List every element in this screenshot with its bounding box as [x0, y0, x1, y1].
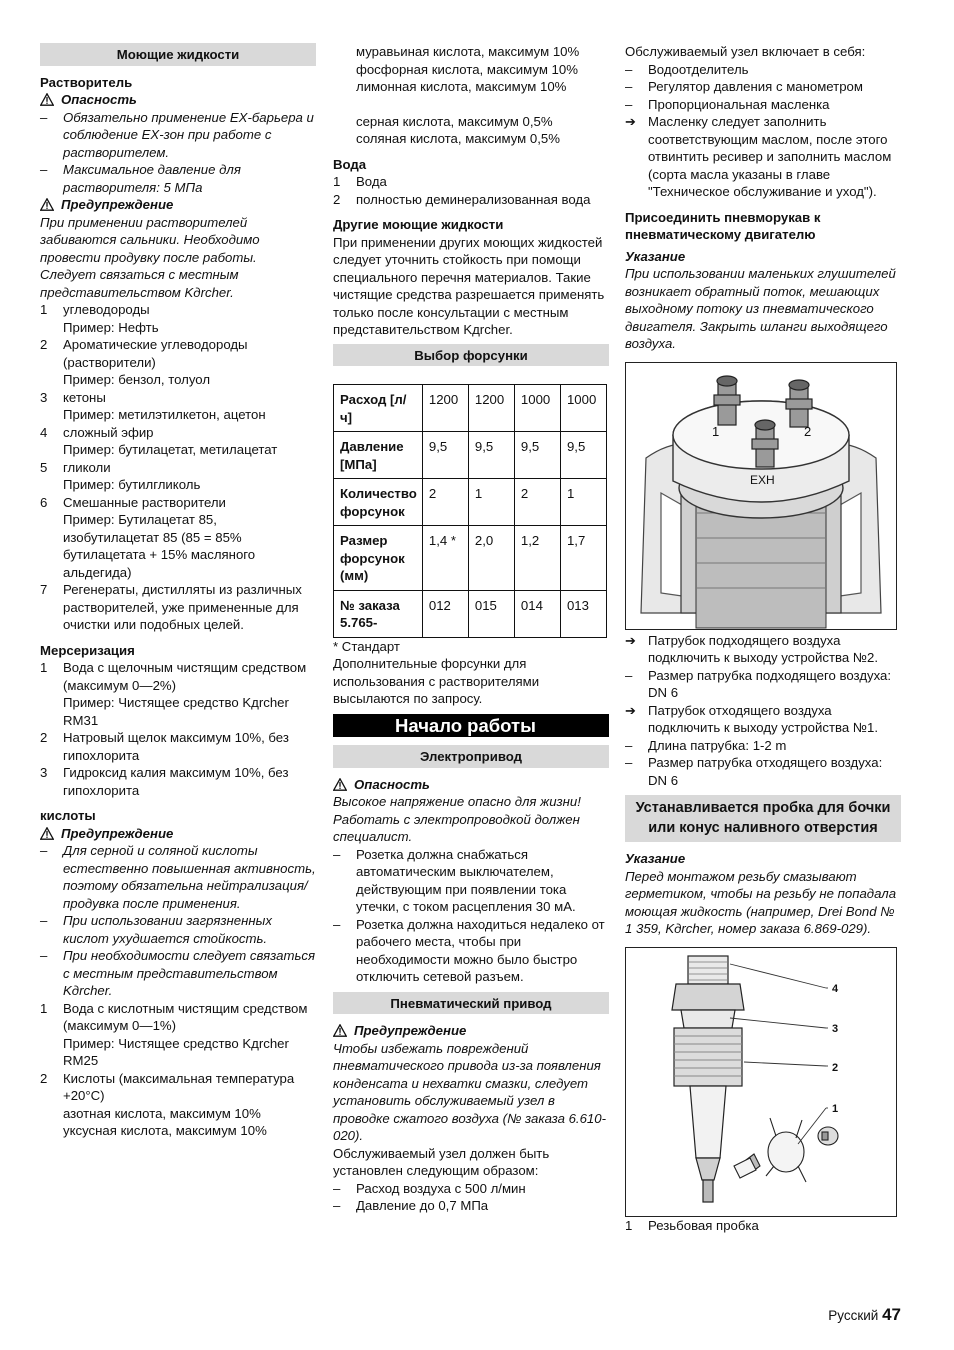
warning-triangle-icon: [333, 1024, 347, 1037]
list-item: 1 Вода: [333, 174, 387, 189]
table-row: Размер форсунок (мм) 1,4 * 2,0 1,2 1,7: [334, 526, 607, 591]
solvent-title: Растворитель: [40, 74, 133, 90]
list-item: 1 Вода с кислотным чистящим средством (максимум 0—1%) Пример: Чистящее средство Kдrcher RM25: [40, 1000, 308, 1068]
list-item: 2 полностью деминерализованная вода: [333, 191, 591, 207]
list-item: – Размер патрубка отходящего воздуха: DN 6: [625, 755, 883, 788]
list-item: 2 Натровый щелок максимум 10%, без гипохлорита: [40, 730, 289, 763]
list-item: – Максимальное давление для растворителя: 5 МПа: [40, 162, 241, 195]
list-item: – Водоотделитель: [625, 61, 749, 77]
warning-note: Предупреждение: [40, 196, 316, 214]
list-item: – Обязательно применение EX-барьера и соблюдение EX-зон при работе с растворителем.: [40, 109, 314, 160]
section-header-electric: Электропривод: [333, 745, 609, 768]
section-header-pneumatic: Пневматический привод: [333, 992, 609, 1015]
part-label: 4: [832, 982, 839, 995]
list-item: – Розетка должна снабжаться автоматическим выключателем, действующим при появлении тока утечки, с током расцепления 30 мА.: [333, 846, 576, 914]
list-item: – Размер патрубка подходящего воздуха: DN 6: [625, 667, 892, 700]
list-item: ➔ Патрубок отходящего воздуха подключить к выходу устройства №1.: [625, 702, 879, 735]
list-item: ➔ Патрубок подходящего воздуха подключить к выходу устройства №2.: [625, 632, 879, 665]
list-item: 2 Ароматические углеводороды (растворители) Пример: бензол, толуол: [40, 337, 248, 387]
pneumatic-text: Обслуживаемый узел должен быть установлен следующим образом:: [333, 1145, 550, 1178]
page-number: 47: [882, 1305, 901, 1324]
table-row: Давление [МПа] 9,5 9,5 9,5 9,5: [334, 432, 607, 479]
section-header-nozzle: Выбор форсунки: [333, 344, 609, 367]
page-footer: [828, 1306, 901, 1325]
warning-triangle-icon: [333, 778, 347, 791]
warning-triangle-icon: [40, 198, 54, 211]
list-item: – Длина патрубка: 1-2 m: [625, 737, 787, 753]
list-item: – Давление до 0,7 МПа: [333, 1198, 489, 1213]
table-footnote: * Стандарт: [333, 638, 400, 654]
danger-note: Опасность: [333, 776, 609, 794]
list-item: – Регулятор давления с манометром: [625, 79, 863, 94]
list-item: 1 углеводороды Пример: Нефть: [40, 302, 159, 335]
warning-triangle-icon: [40, 827, 54, 840]
note-text: Перед монтажом резьбу смазывают герметиком, чтобы на резьбу не попадала моющая жидкость (например, Drei Bond № 1 359, Kдrcher, номер заказа 6.869-029).: [625, 868, 897, 936]
list-item: 7 Регенераты, дистилляты из различных растворителей, уже примененные для очистки или подобных целей.: [40, 582, 302, 632]
part-label: 3: [832, 1022, 839, 1035]
nozzle-table: [333, 384, 607, 638]
hose-title: Присоединить пневморукав к пневматическому двигателю: [625, 209, 821, 242]
chapter-title: Начало работы: [333, 714, 609, 738]
column-1: [40, 43, 316, 1140]
note-text: При использовании маленьких глушителей возникает обратный поток, мешающих выходному потоку из пневматического двигателя. Закрыть шланги выходящего воздуха.: [625, 266, 896, 351]
part-label: 1: [832, 1102, 839, 1115]
arrow-right-icon: ➔: [625, 114, 637, 129]
danger-note: [40, 91, 316, 109]
list-item: – При необходимости следует связаться с местным представительством Kдrcher.: [40, 948, 316, 998]
part-label: 2: [832, 1061, 839, 1074]
table-row: Расход [л/ч] 1200 1200 1000 1000: [334, 385, 607, 432]
list-item: 3 Гидроксид калия максимум 10%, без гипохлорита: [40, 765, 289, 798]
warning-triangle-icon: [40, 93, 54, 106]
motor-illustration: [626, 363, 896, 629]
list-item: 1 Вода с щелочным чистящим средством (максимум 0—2%) Пример: Чистящее средство Kдrcher RM31: [40, 660, 307, 728]
warning-text: Чтобы избежать повреждений пневматического привода из-за появления конденсата и нехватки смазки, следует установить обслуживаемый узел в проводке сжатого воздуха (№ заказа 6.610-020).: [333, 1040, 606, 1143]
arrow-right-icon: ➔: [625, 632, 637, 648]
arrow-right-icon: ➔: [625, 702, 637, 718]
list-item: 2 Кислоты (максимальная температура +20°C) азотная кислота, максимум 10% уксусная кислота, максимум 10%: [40, 1070, 295, 1138]
section-header-cleaning-fluids: Моющие жидкости: [40, 43, 316, 66]
danger-label: Опасность: [61, 92, 137, 107]
mercerization-title: Мерсеризация: [40, 642, 135, 658]
table-row: № заказа 5.765- 012 015 014 013: [334, 590, 607, 637]
other-fluids-title: Другие моющие жидкости: [333, 217, 504, 232]
list-item: ➔ Масленку следует заполнить соответствующим маслом, после этого отвинтить ресивер и заполнить маслом (сорта масла указаны в главе "Техническое обслуживание и уход").: [625, 114, 892, 199]
acids-title: кислоты: [40, 808, 96, 823]
note-label: Указание: [625, 248, 686, 264]
connection-list: [625, 632, 901, 790]
list-item: 6 Смешанные растворители Пример: Бутилацетат 85, изобутилацетат 85 (85 = 85% бутилацетата + 15% масляного альдегида): [40, 494, 256, 580]
other-fluids-text: При применении других моющих жидкостей следует уточнить стойкость при помощи специального перечня материалов. Такие чистящие средства разрешается применять только после консультации с местным представительством Kдrcher.: [333, 234, 605, 337]
warning-text: При применении растворителей забиваются сальники. Необходимо провести продувку после работы. Следует связаться с местным представительством Kдrcher.: [40, 214, 260, 300]
section-header-plug: Устанавливается пробка для бочки или конус наливного отверстия: [625, 795, 901, 842]
list-item: – Расход воздуха с 500 л/мин: [333, 1180, 526, 1196]
danger-text: Высокое напряжение опасно для жизни! Работать с электропроводкой должен специалист.: [333, 794, 581, 844]
acid-list-continued: муравьиная кислота, максимум 10% фосфорная кислота, максимум 10% лимонная кислота, максимум 10% серная кислота, максимум 0,5% соляная кислота, максимум 0,5%: [356, 44, 580, 146]
column-3: [625, 43, 901, 1234]
warning-note: Предупреждение: [333, 1022, 609, 1040]
threaded-plug-figure: [625, 947, 897, 1217]
port-label: EXH: [750, 472, 775, 487]
figure-caption: 1 Резьбовая пробка: [625, 1217, 759, 1233]
list-item: – Для серной и соляной кислоты естественно повышенная активность, поэтому обязательна нейтрализация/продувка после применения.: [40, 843, 316, 911]
port-label: 1: [712, 423, 720, 439]
nozzle-note: Дополнительные форсунки для использования с растворителями высылаются по запросу.: [333, 656, 540, 706]
list-item: – Розетка должна находиться недалеко от рабочего места, чтобы при необходимости можно было быстро отключить сетевой разъем.: [333, 916, 605, 984]
list-item: – Пропорциональная масленка: [625, 96, 830, 112]
list-item: 4 сложный эфир Пример: бутилацетат, метилацетат: [40, 424, 278, 457]
footer-language: Русский: [828, 1308, 879, 1323]
note-label: Указание: [625, 851, 686, 866]
list-item: 3 кетоны Пример: метилэтилкетон, ацетон: [40, 389, 266, 422]
water-title: Вода: [333, 156, 367, 172]
port-label: 2: [804, 423, 812, 439]
unit-intro: Обслуживаемый узел включает в себя:: [625, 44, 866, 59]
table-row: Количество форсунок 2 1 2 1: [334, 479, 607, 526]
list-item: 5 гликоли Пример: бутилгликоль: [40, 459, 201, 492]
plug-illustration: [626, 948, 896, 1216]
motor-connectors-figure: [625, 362, 897, 630]
column-2: [333, 43, 609, 1215]
list-item: – При использовании загрязненных кислот ухудшается стойкость.: [40, 913, 272, 946]
warning-note: Предупреждение: [40, 825, 316, 843]
